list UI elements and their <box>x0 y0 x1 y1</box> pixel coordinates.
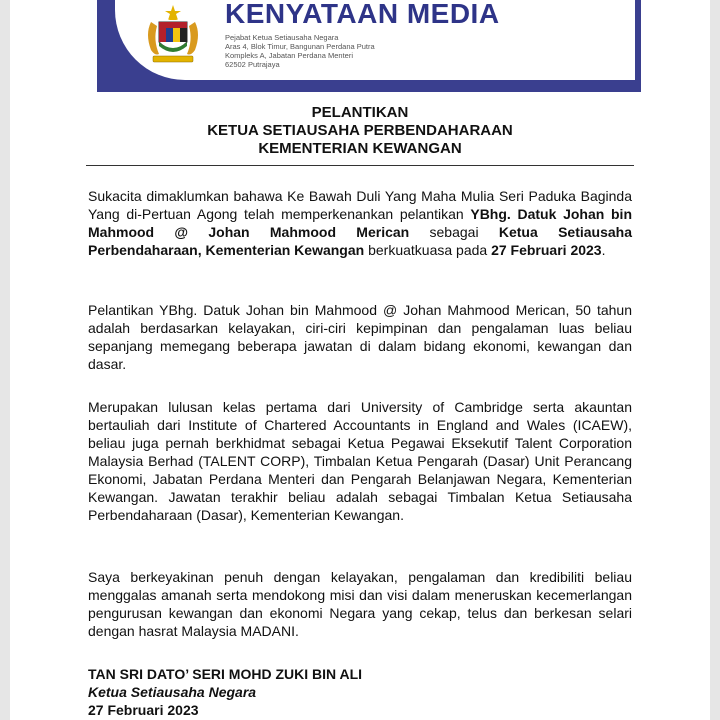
signatory-name: TAN SRI DATO’ SERI MOHD ZUKI BIN ALI <box>88 666 363 682</box>
text-run: . <box>601 242 606 258</box>
appointee-name: YBhg. Datuk Johan bin Mahmood @ Johan Mahmood Merican <box>88 206 632 240</box>
headline <box>10 104 710 158</box>
paragraph-1 <box>88 187 632 259</box>
paragraph-3 <box>88 398 632 524</box>
malaysia-coat-of-arms-icon <box>137 4 209 64</box>
paragraph-text: Merupakan lulusan kelas pertama dari University of Cambridge serta akauntan bertauliah dari Institute of Chartered Accountants in England and Wales (ICAEW), beliau juga pernah berkhidmat sebagai Ketua Pegawai Eksekutif Talent Corporation Malaysia Berhad (TALENT CORP), Timbalan Ketua Pengarah (Dasar) Unit Perancang Ekonomi, Jabatan Perdana Menteri dan Pengarah Belanjawan Negara, Kementerian Kewangan. Jawatan terakhir beliau adalah sebagai Timbalan Ketua Setiausaha Perbendaharaan (Dasar), Kementerian Kewangan. <box>88 399 632 523</box>
text-run: Sukacita dimaklumkan bahawa Ke Bawah Duli Yang Maha Mulia Seri Paduka Baginda Yang di-Pertuan Agong telah memperkenankan pelantikan <box>88 188 632 222</box>
text-run: berkuatkuasa pada <box>364 242 492 258</box>
position-title: Ketua Setiausaha Perbendaharaan, Kementerian Kewangan <box>88 224 632 258</box>
signatory-position: Ketua Setiausaha Negara <box>88 684 257 700</box>
headline-line: PELANTIKAN <box>311 104 409 121</box>
paragraph-text: Pelantikan YBhg. Datuk Johan bin Mahmood @ Johan Mahmood Merican, 50 tahun adalah berdasarkan kelayakan, ciri-ciri kepimpinan dan pengalaman luas beliau sepanjang memegang beberapa jawatan di dalam bidang ekonomi, kewangan dan dasar. <box>88 302 632 372</box>
address-line: Aras 4, Blok Timur, Bangunan Perdana Putra <box>225 42 375 51</box>
paragraph-2 <box>88 301 632 373</box>
press-release-page <box>10 0 710 720</box>
divider-rule <box>86 165 634 166</box>
signature-block <box>88 665 362 719</box>
address-line: Pejabat Ketua Setiausaha Negara <box>225 33 339 42</box>
header-address <box>225 33 375 69</box>
header-banner <box>97 0 641 92</box>
address-line: 62502 Putrajaya <box>225 60 280 69</box>
signature-date: 27 Februari 2023 <box>88 702 199 718</box>
headline-line: KEMENTERIAN KEWANGAN <box>258 140 462 157</box>
headline-line: KETUA SETIAUSAHA PERBENDAHARAAN <box>207 122 513 139</box>
address-line: Kompleks A, Jabatan Perdana Menteri <box>225 51 353 60</box>
effective-date: 27 Februari 2023 <box>491 242 602 258</box>
paragraph-4 <box>88 568 632 640</box>
header-title: KENYATAAN MEDIA <box>225 0 500 29</box>
text-run: sebagai <box>409 224 499 240</box>
paragraph-text: Saya berkeyakinan penuh dengan kelayakan, pengalaman dan kredibiliti beliau menggalas amanah serta mendokong misi dan visi dalam meneruskan kecemerlangan pengurusan kewangan dan ekonomi Negara yang cekap, telus dan berkesan selari dengan hasrat Malaysia MADANI. <box>88 569 632 639</box>
